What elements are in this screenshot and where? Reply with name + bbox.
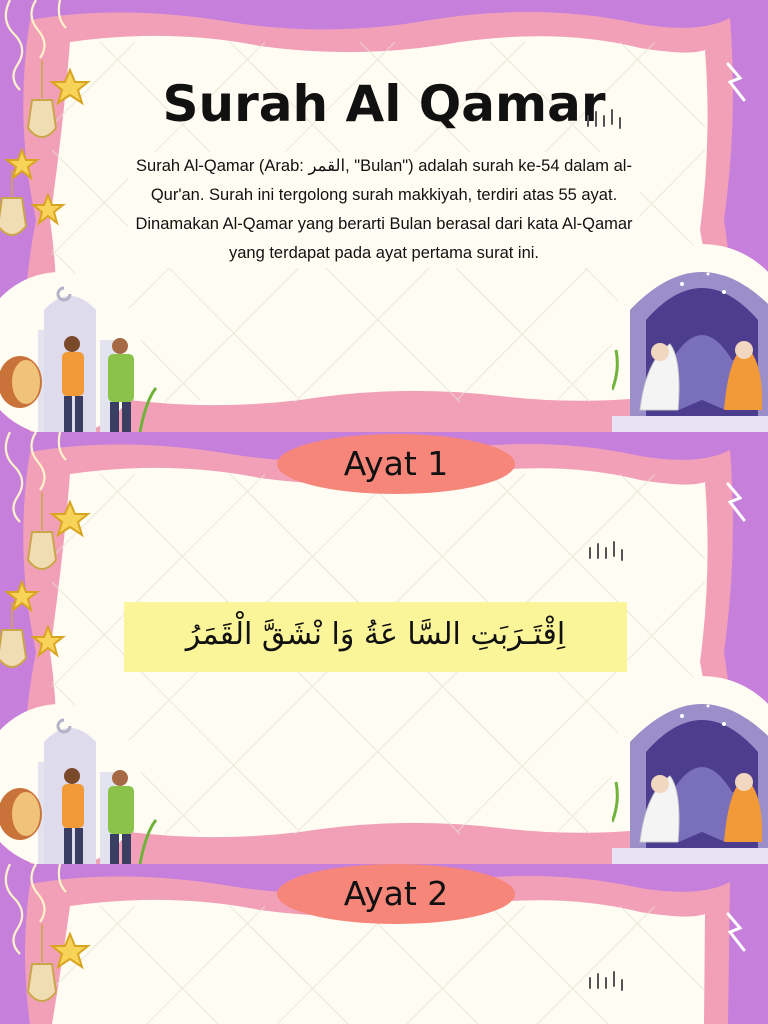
intro-paragraph: Surah Al-Qamar (Arab: القمر, "Bulan") adalah surah ke-54 dalam al-Qur'an. Surah ini tergolong surah makkiyah, terdiri atas 55 ayat. Dinamakan Al-Qamar yang berarti Bulan berasal dari kata Al-Qamar yang terdapat pada ayat pertama surat ini. [128, 152, 640, 268]
squiggle-icon [722, 910, 752, 954]
lantern-decoration [0, 0, 100, 260]
sparkle-icon [584, 966, 630, 996]
ayat-heading: Ayat 2 [277, 864, 515, 924]
ayat-heading: Ayat 1 [277, 434, 515, 494]
mosque-girls-illustration [612, 672, 768, 864]
verse-arabic: اِقْتَـرَبَتِ السَّا عَةُ وَا نْشَقَّ الْقَمَرُ [124, 602, 627, 672]
mosque-girls-illustration [612, 240, 768, 432]
mosque-boys-illustration [0, 270, 160, 432]
sparkle-icon [582, 104, 628, 134]
slide-intro [0, 0, 768, 432]
mosque-boys-illustration [0, 702, 160, 864]
lantern-decoration [0, 432, 100, 692]
slide-ayat-2 [0, 864, 768, 1024]
page-title: Surah Al Qamar [162, 75, 606, 133]
squiggle-icon [722, 60, 752, 104]
sparkle-icon [584, 536, 630, 566]
squiggle-icon [722, 480, 752, 524]
lantern-decoration [0, 864, 100, 1024]
